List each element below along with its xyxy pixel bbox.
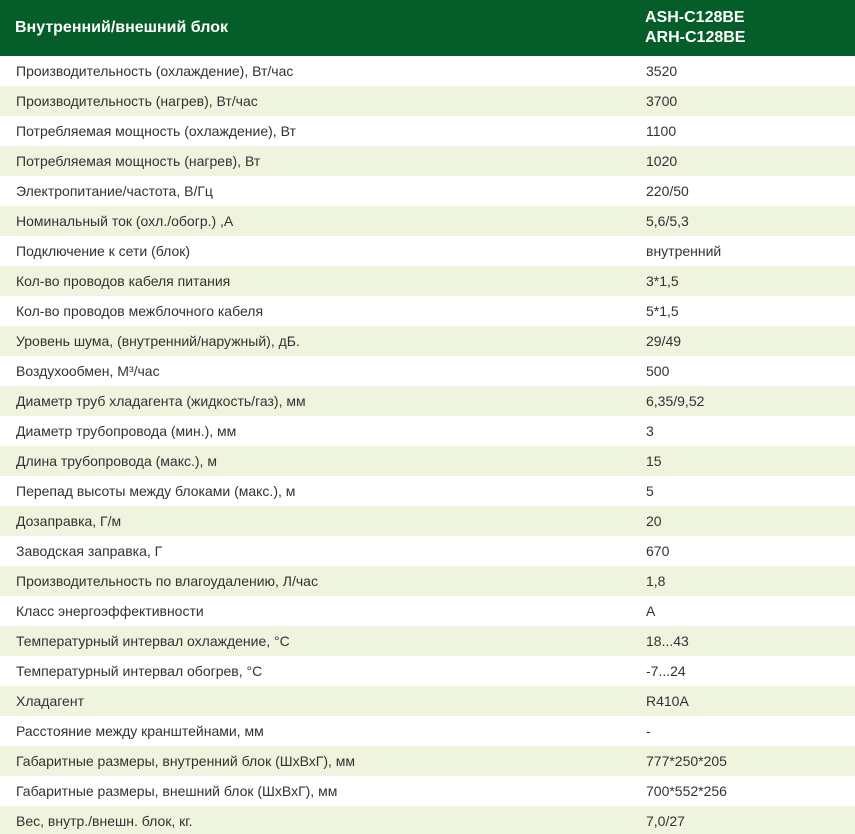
spec-label: Класс энергоэффективности — [16, 603, 204, 619]
spec-label: Температурный интервал обогрев, °С — [16, 663, 263, 679]
table-row — [0, 326, 855, 356]
table-row — [0, 146, 855, 176]
spec-value: R410A — [646, 693, 689, 709]
spec-label: Номинальный ток (охл./обогр.) ,А — [16, 213, 234, 229]
spec-value: 3 — [646, 423, 654, 439]
spec-label: Производительность (охлаждение), Вт/час — [16, 63, 294, 79]
spec-value: 18...43 — [646, 633, 689, 649]
spec-label: Длина трубопровода (макс.), м — [16, 453, 217, 469]
spec-label: Заводская заправка, Г — [16, 543, 163, 559]
spec-value: 700*552*256 — [646, 783, 727, 799]
table-row — [0, 86, 855, 116]
table-row — [0, 266, 855, 296]
table-row — [0, 56, 855, 86]
table-row — [0, 476, 855, 506]
spec-label: Температурный интервал охлаждение, °С — [16, 633, 290, 649]
spec-label: Перепад высоты между блоками (макс.), м — [16, 483, 296, 499]
spec-value: 5 — [646, 483, 654, 499]
spec-value: 777*250*205 — [646, 753, 727, 769]
spec-value: 3700 — [646, 93, 678, 109]
spec-value: 7,0/27 — [646, 813, 685, 829]
spec-label: Подключение к сети (блок) — [16, 243, 191, 259]
spec-label: Кол-во проводов кабеля питания — [16, 273, 231, 289]
spec-label: Габаритные размеры, внешний блок (ШхВхГ), мм — [16, 783, 338, 799]
spec-label: Потребляемая мощность (нагрев), Вт — [16, 153, 261, 169]
spec-value: -7...24 — [646, 663, 686, 679]
header-param-label: Внутренний/внешний блок — [15, 19, 228, 36]
spec-value: 20 — [646, 513, 662, 529]
table-row — [0, 416, 855, 446]
table-row — [0, 596, 855, 626]
spec-label: Диаметр трубопровода (мин.), мм — [16, 423, 237, 439]
spec-value: 220/50 — [646, 183, 689, 199]
spec-label: Расстояние между кранштейнами, мм — [16, 723, 264, 739]
spec-value: 1,8 — [646, 573, 666, 589]
model-indoor: ASH-C128BE — [645, 9, 745, 26]
spec-label: Потребляемая мощность (охлаждение), Вт — [16, 123, 296, 139]
table-row — [0, 536, 855, 566]
spec-value: 3*1,5 — [646, 273, 679, 289]
spec-label: Производительность (нагрев), Вт/час — [16, 93, 258, 109]
table-row — [0, 296, 855, 326]
table-row — [0, 386, 855, 416]
header-model-names — [630, 0, 855, 56]
table-row — [0, 806, 855, 834]
table-row — [0, 656, 855, 686]
spec-value: 5*1,5 — [646, 303, 679, 319]
spec-value: 5,6/5,3 — [646, 213, 689, 229]
spec-value: 6,35/9,52 — [646, 393, 705, 409]
table-row — [0, 506, 855, 536]
table-row — [0, 716, 855, 746]
table-row — [0, 686, 855, 716]
spec-value: A — [646, 603, 656, 619]
table-row — [0, 566, 855, 596]
spec-label: Габаритные размеры, внутренний блок (ШхВхГ), мм — [16, 753, 356, 769]
spec-label: Производительность по влагоудалению, Л/час — [16, 573, 318, 589]
table-row — [0, 446, 855, 476]
spec-label: Кол-во проводов межблочного кабеля — [16, 303, 264, 319]
spec-value: 500 — [646, 363, 670, 379]
spec-label: Хладагент — [16, 693, 84, 709]
spec-value: 1020 — [646, 153, 678, 169]
spec-value: 15 — [646, 453, 662, 469]
spec-value: 670 — [646, 543, 670, 559]
spec-value: 3520 — [646, 63, 678, 79]
table-row — [0, 356, 855, 386]
spec-label: Уровень шума, (внутренний/наружный), дБ. — [16, 333, 300, 349]
spec-label: Электропитание/частота, В/Гц — [16, 183, 213, 199]
table-header-row — [0, 0, 855, 56]
table-row — [0, 776, 855, 806]
table-row — [0, 746, 855, 776]
spec-value: 1100 — [646, 123, 677, 139]
spec-label: Воздухообмен, М³/час — [16, 363, 160, 379]
spec-value: - — [646, 723, 651, 739]
spec-value: 29/49 — [646, 333, 682, 349]
spec-label: Вес, внутр./внешн. блок, кг. — [16, 813, 193, 829]
spec-table-body — [0, 56, 855, 834]
spec-label: Дозаправка, Г/м — [16, 513, 122, 529]
table-row — [0, 626, 855, 656]
table-row — [0, 176, 855, 206]
model-outdoor: ARH-C128BE — [645, 29, 746, 46]
table-row — [0, 116, 855, 146]
table-row — [0, 236, 855, 266]
table-row — [0, 206, 855, 236]
spec-label: Диаметр труб хладагента (жидкость/газ), мм — [16, 393, 306, 409]
spec-value: внутренний — [646, 243, 722, 259]
